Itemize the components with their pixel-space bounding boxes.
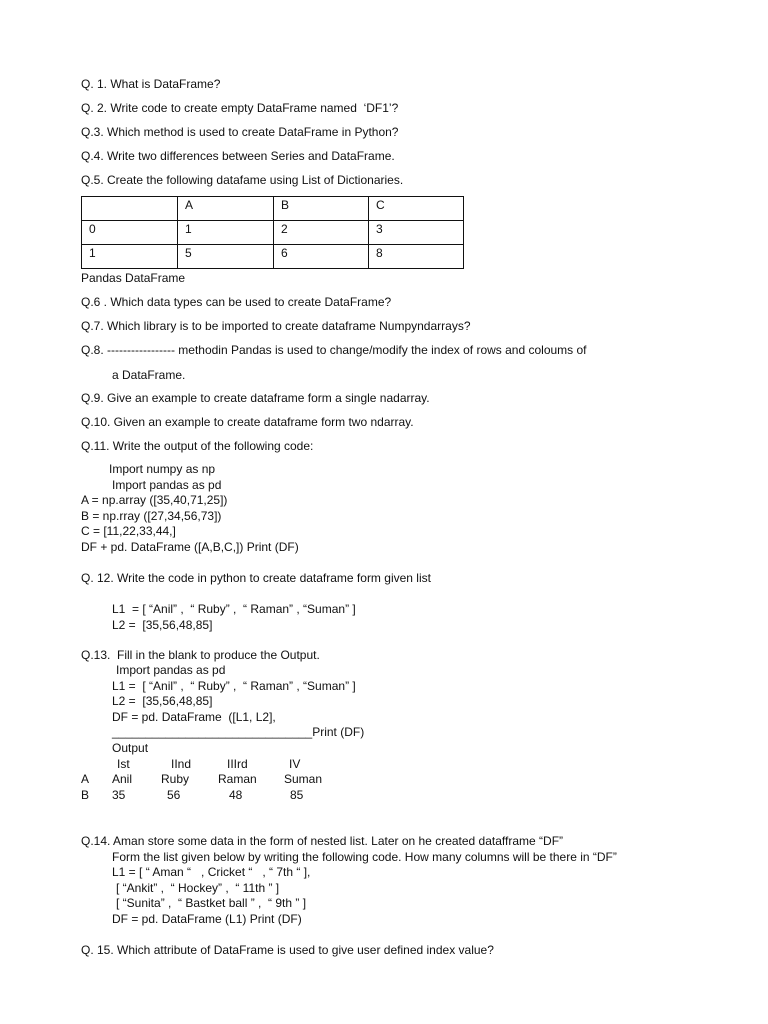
- question-12: Q. 12. Write the code in python to create dataframe form given list: [81, 571, 431, 585]
- table-header-cell: B: [274, 197, 369, 221]
- q12-code-line: L1 = [ “Anil” , “ Ruby” , “ Raman” , “Suman” ]: [112, 602, 356, 616]
- question-3: Q.3. Which method is used to create DataFrame in Python?: [81, 125, 399, 139]
- q14-code-line: [ “Ankit” , “ Hockey” , “ 11th ” ]: [116, 881, 280, 895]
- output-cell: Anil: [112, 772, 133, 786]
- table-cell: 3: [369, 221, 464, 245]
- q13-output-label: Output: [112, 741, 149, 755]
- question-10: Q.10. Given an example to create dataframe form two ndarray.: [81, 415, 414, 429]
- question-9: Q.9. Give an example to create dataframe form a single nadarray.: [81, 391, 430, 405]
- question-11: Q.11. Write the output of the following code:: [81, 439, 314, 453]
- table-cell: 6: [274, 245, 369, 269]
- table-header-cell: C: [369, 197, 464, 221]
- table-row: [82, 245, 464, 269]
- q11-code-line: Import pandas as pd: [112, 478, 222, 492]
- question-4: Q.4. Write two differences between Series and DataFrame.: [81, 149, 395, 163]
- output-cell: 48: [229, 788, 243, 802]
- q14-code-line: L1 = [ “ Aman “ , Cricket “ , “ 7th “ ],: [112, 865, 311, 879]
- output-row-label: A: [81, 772, 90, 786]
- q11-code-line: C = [11,22,33,44,]: [81, 524, 176, 538]
- table-cell: 1: [82, 245, 178, 269]
- q11-code-line: Import numpy as np: [109, 462, 216, 476]
- output-column-header: IInd: [171, 757, 192, 771]
- q13-code-line: DF = pd. DataFrame ([L1, L2],: [112, 710, 276, 724]
- question-5: Q.5. Create the following datafame using List of Dictionaries.: [81, 173, 404, 187]
- q11-code-line: B = np.rray ([27,34,56,73]): [81, 509, 222, 523]
- q13-code-line: L1 = [ “Anil” , “ Ruby” , “ Raman” , “Suman” ]: [112, 679, 356, 693]
- output-column-header: IV: [289, 757, 301, 771]
- table-header-cell: [82, 197, 178, 221]
- question-15: Q. 15. Which attribute of DataFrame is used to give user defined index value?: [81, 943, 494, 957]
- q14-code-line: [ “Sunita” , “ Bastket ball ” , “ 9th ” ]: [116, 896, 307, 910]
- output-cell: 85: [290, 788, 304, 802]
- question-14-continued: Form the list given below by writing the following code. How many columns will be there in “DF”: [112, 850, 617, 864]
- q13-code-line: Import pandas as pd: [116, 663, 226, 677]
- question-8: Q.8. ----------------- methodin Pandas is used to change/modify the index of rows and coloums of: [81, 343, 587, 357]
- table-cell: 2: [274, 221, 369, 245]
- table-header-row: [82, 197, 464, 221]
- question-2: Q. 2. Write code to create empty DataFrame named ‘DF1’?: [81, 101, 399, 115]
- q13-code-line: L2 = [35,56,48,85]: [112, 694, 213, 708]
- question-13: Q.13. Fill in the blank to produce the Output.: [81, 648, 320, 662]
- output-cell: Suman: [284, 772, 323, 786]
- q11-code-line: DF + pd. DataFrame ([A,B,C,]) Print (DF): [81, 540, 299, 554]
- output-cell: Raman: [218, 772, 257, 786]
- output-column-header: Ist: [117, 757, 130, 771]
- q12-code-line: L2 = [35,56,48,85]: [112, 618, 213, 632]
- table-cell: 1: [178, 221, 274, 245]
- q14-code-line: DF = pd. DataFrame (L1) Print (DF): [112, 912, 302, 926]
- output-column-header: IIIrd: [227, 757, 248, 771]
- table-header-cell: A: [178, 197, 274, 221]
- table-cell: 0: [82, 221, 178, 245]
- question-1: Q. 1. What is DataFrame?: [81, 77, 221, 91]
- q13-blank-line: ______________________________Print (DF): [112, 725, 365, 739]
- table-caption: Pandas DataFrame: [81, 271, 186, 285]
- output-row-label: B: [81, 788, 90, 802]
- output-cell: Ruby: [161, 772, 190, 786]
- question-6: Q.6 . Which data types can be used to create DataFrame?: [81, 295, 392, 309]
- question-8-continued: a DataFrame.: [112, 368, 186, 382]
- output-cell: 56: [167, 788, 181, 802]
- q11-code-line: A = np.array ([35,40,71,25]): [81, 493, 228, 507]
- question-7: Q.7. Which library is to be imported to create dataframe Numpyndarrays?: [81, 319, 471, 333]
- question-14: Q.14. Aman store some data in the form of nested list. Later on he created datafframe “DF”: [81, 834, 564, 848]
- table-row: [82, 221, 464, 245]
- table-cell: 8: [369, 245, 464, 269]
- table-cell: 5: [178, 245, 274, 269]
- q5-dataframe-table: [81, 196, 464, 269]
- output-cell: 35: [112, 788, 126, 802]
